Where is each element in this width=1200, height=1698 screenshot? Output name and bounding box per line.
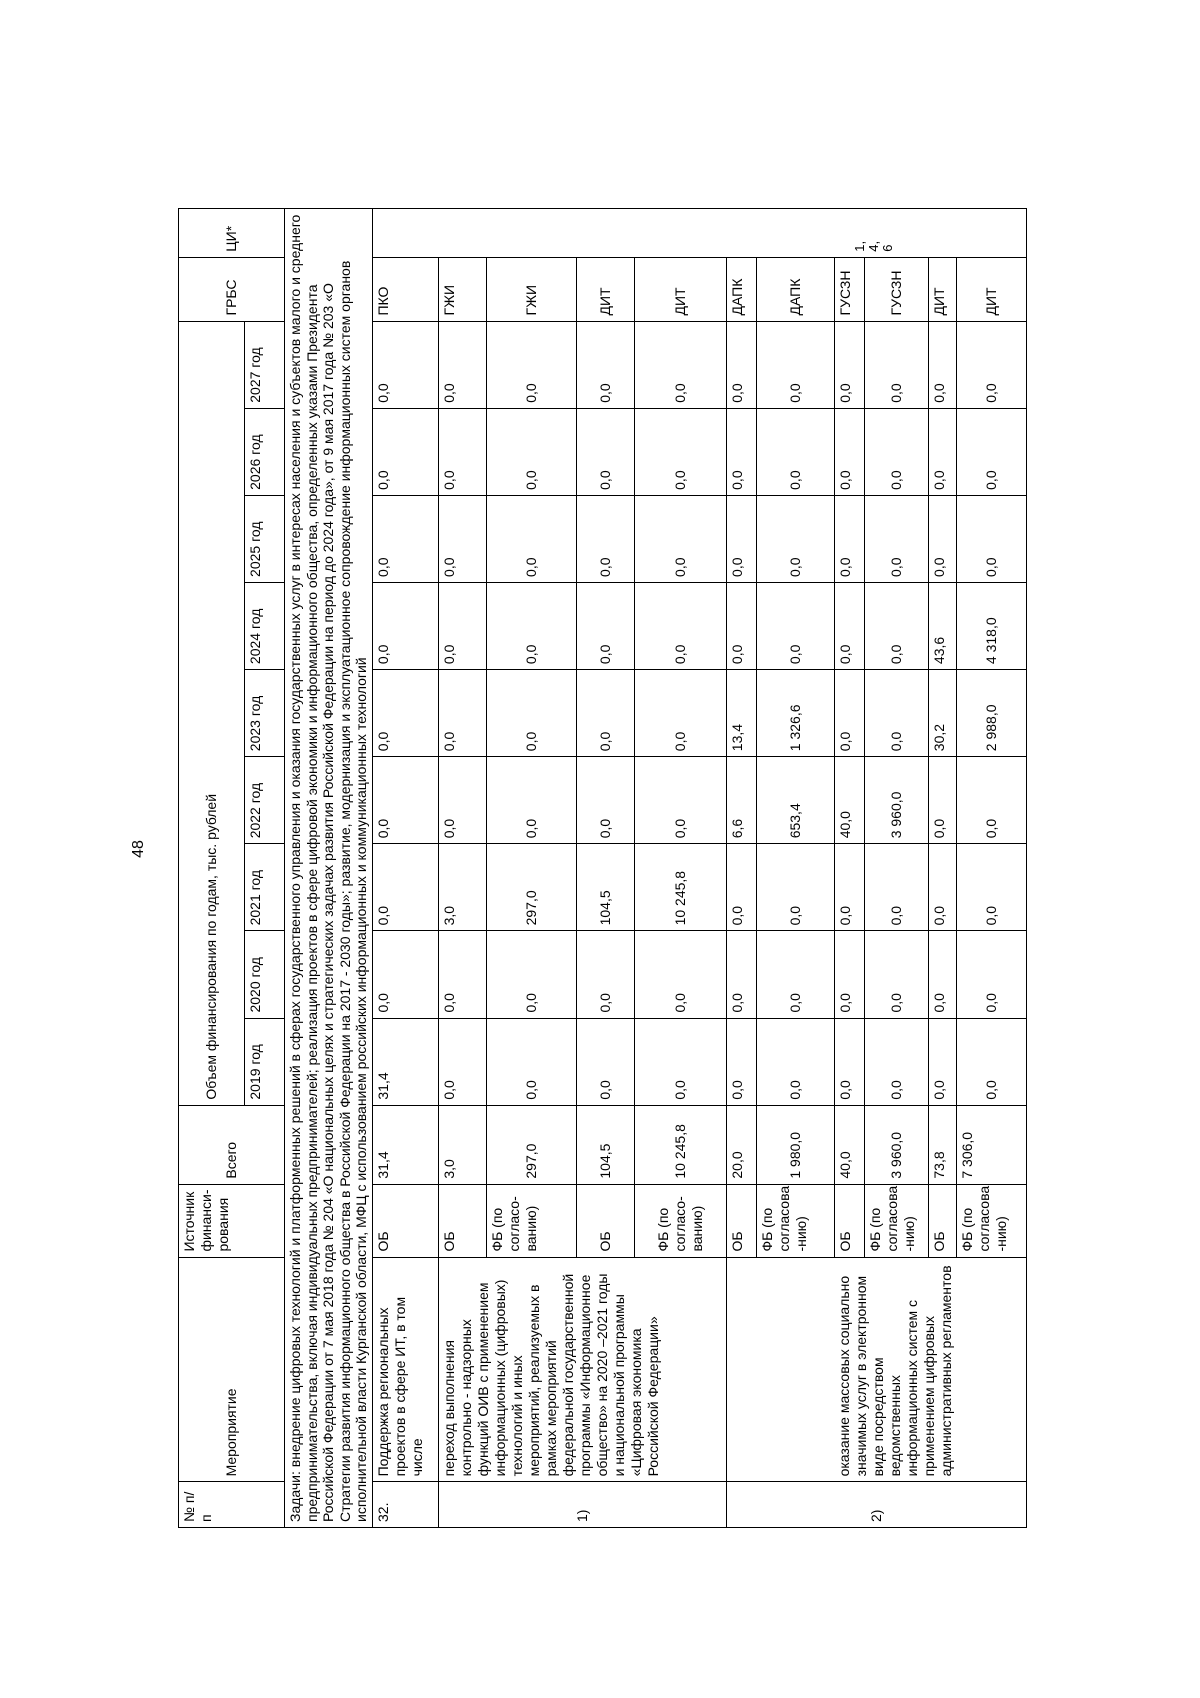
row-source: ОБ [576, 1184, 634, 1257]
row-grbs: ДИТ [928, 257, 956, 321]
year-header: 2025 год [245, 495, 285, 582]
row-value: 0,0 [864, 931, 928, 1018]
row-value: 13,4 [726, 670, 756, 757]
row-value: 0,0 [438, 1018, 486, 1105]
row-value: 0,0 [372, 757, 438, 844]
row-grbs: ДИТ [956, 257, 1026, 321]
row-value: 0,0 [372, 321, 438, 408]
row-value: 0,0 [486, 321, 576, 408]
row-value: 0,0 [864, 1018, 928, 1105]
row-value: 0,0 [834, 1018, 864, 1105]
row-value: 0,0 [864, 408, 928, 495]
row-source: ФБ (по согласова -нию) [864, 1184, 928, 1257]
row-value: 0,0 [634, 582, 726, 669]
row-value: 0,0 [928, 844, 956, 931]
col-num-header: № п/п [179, 1482, 285, 1528]
row-value: 0,0 [726, 931, 756, 1018]
row-value: 0,0 [576, 1018, 634, 1105]
row-total: 20,0 [726, 1105, 756, 1184]
page-number: 48 [130, 840, 147, 858]
row-grbs: ГЖИ [486, 257, 576, 321]
row-value: 0,0 [634, 757, 726, 844]
row-source: ФБ (по согласова -нию) [956, 1184, 1026, 1257]
row-value: 0,0 [956, 757, 1026, 844]
row-grbs: ДИТ [576, 257, 634, 321]
row-value: 0,0 [956, 408, 1026, 495]
row-value: 0,0 [834, 321, 864, 408]
row-value: 0,0 [576, 757, 634, 844]
row-value: 0,0 [756, 495, 834, 582]
row-grbs: ГУСЗН [834, 257, 864, 321]
row-value: 0,0 [756, 408, 834, 495]
row-value: 0,0 [486, 1018, 576, 1105]
task-text: Задачи: внедрение цифровых технологий и платформенных решений в сферах государственного управления и оказания государственных услуг в интересах населения и субъектов малого и среднего предпринимательства, включая индивидуальных предпринимателей; реализация проектов в сфере цифровой экономики и информационного общества, определенных указами Президента Российской Федерации от 7 мая 2018 года № 204 «О национальных целях и стратегических задачах развития Российской Федерации на период до 2024 года», от 9 мая 2017 года № 203 «О Стратегии развития информационного общества в Российской Федерации на 2017 - 2030 годы»; развитие, модернизация и эксплуатационное сопровождение информационных систем органов исполнительной власти Курганской области, МФЦ с использованием российских информационных и коммуникационных технологий [285, 209, 373, 1528]
row-value: 0,0 [634, 931, 726, 1018]
row-value: 0,0 [576, 495, 634, 582]
group2-measure: оказание массовых социально значимых услуг в электронном виде посредством ведомственных информационных систем с применением цифровых административных регламентов [726, 1257, 1026, 1482]
row-value: 0,0 [438, 582, 486, 669]
group2-num: 2) [726, 1482, 1026, 1528]
task-row [285, 209, 373, 1528]
row-value: 3 960,0 [864, 757, 928, 844]
row-grbs: ДАПК [726, 257, 756, 321]
row-value: 0,0 [928, 757, 956, 844]
row-value: 0,0 [634, 321, 726, 408]
row-value: 0,0 [834, 408, 864, 495]
row-source: ФБ (по согласо-ванию) [486, 1184, 576, 1257]
row-value: 0,0 [486, 931, 576, 1018]
row-total: 104,5 [576, 1105, 634, 1184]
row-value: 0,0 [372, 670, 438, 757]
row-source: ОБ [438, 1184, 486, 1257]
row-value: 0,0 [726, 582, 756, 669]
row-value: 0,0 [956, 931, 1026, 1018]
row-value: 43,6 [928, 582, 956, 669]
row-grbs: ПКО [372, 257, 438, 321]
row-value: 0,0 [756, 931, 834, 1018]
group1-measure: переход выполнения контрольно - надзорных функций ОИВ с применением информационных (цифровых) технологий и иных мероприятий, реализуемых в рамках мероприятий федеральной государственной программы «Информационное общество» на 2020 –2021 годы и национальной программы «Цифровая экономика Российской Федерации» [438, 1257, 726, 1482]
row-value: 0,0 [834, 495, 864, 582]
row-value: 0,0 [576, 582, 634, 669]
table-row [372, 209, 438, 1528]
row-value: 0,0 [486, 408, 576, 495]
row-value: 0,0 [756, 1018, 834, 1105]
row-value: 2 988,0 [956, 670, 1026, 757]
row-value: 0,0 [438, 670, 486, 757]
row-value: 0,0 [438, 408, 486, 495]
row-source: ФБ (по согласова -нию) [756, 1184, 834, 1257]
row-value: 0,0 [726, 321, 756, 408]
row-value: 0,0 [726, 844, 756, 931]
row-source: ОБ [372, 1184, 438, 1257]
row-value: 0,0 [634, 408, 726, 495]
year-header: 2019 год [245, 1018, 285, 1105]
row-value: 0,0 [438, 757, 486, 844]
row-total: 40,0 [834, 1105, 864, 1184]
row-value: 30,2 [928, 670, 956, 757]
row-grbs: ГЖИ [438, 257, 486, 321]
row-value: 0,0 [956, 1018, 1026, 1105]
row-value: 0,0 [834, 582, 864, 669]
row-value: 297,0 [486, 844, 576, 931]
row-value: 0,0 [928, 408, 956, 495]
row-value: 0,0 [438, 321, 486, 408]
group1-num: 1) [438, 1482, 726, 1528]
row-total: 1 980,0 [756, 1105, 834, 1184]
row-value: 0,0 [756, 844, 834, 931]
row-value: 40,0 [834, 757, 864, 844]
year-header: 2024 год [245, 582, 285, 669]
row-value: 0,0 [372, 495, 438, 582]
row-value: 4 318,0 [956, 582, 1026, 669]
row-value: 0,0 [864, 670, 928, 757]
row-grbs: ДИТ [634, 257, 726, 321]
row-grbs: ДАПК [756, 257, 834, 321]
row-value: 0,0 [834, 931, 864, 1018]
row-total: 73,8 [928, 1105, 956, 1184]
row-value: 0,0 [372, 582, 438, 669]
row-value: 0,0 [486, 495, 576, 582]
row-value: 10 245,8 [634, 844, 726, 931]
row-measure: Поддержка региональных проектов в сфере ИТ, в том числе [372, 1257, 438, 1482]
header-row [179, 209, 245, 1528]
row-value: 0,0 [726, 495, 756, 582]
row-value: 0,0 [576, 408, 634, 495]
row-value: 0,0 [928, 1018, 956, 1105]
row-value: 0,0 [756, 321, 834, 408]
row-total: 10 245,8 [634, 1105, 726, 1184]
row-value: 0,0 [928, 321, 956, 408]
row-source: ОБ [928, 1184, 956, 1257]
row-total: 7 306,0 [956, 1105, 1026, 1184]
row-num: 32. [372, 1482, 438, 1528]
year-header: 2023 год [245, 670, 285, 757]
year-header: 2026 год [245, 408, 285, 495]
row-source: ОБ [726, 1184, 756, 1257]
row-value: 0,0 [634, 1018, 726, 1105]
row-value: 0,0 [486, 582, 576, 669]
col-ci-header: ЦИ* [179, 209, 285, 258]
row-grbs: ГУСЗН [864, 257, 928, 321]
row-value: 0,0 [372, 408, 438, 495]
row-value: 0,0 [928, 931, 956, 1018]
year-header: 2027 год [245, 321, 285, 408]
row-value: 0,0 [372, 931, 438, 1018]
row-value: 0,0 [576, 321, 634, 408]
row-value: 653,4 [756, 757, 834, 844]
row-value: 0,0 [864, 321, 928, 408]
row-value: 0,0 [372, 844, 438, 931]
row-total: 31,4 [372, 1105, 438, 1184]
row-total: 3 960,0 [864, 1105, 928, 1184]
row-value: 0,0 [486, 757, 576, 844]
row-value: 6,6 [726, 757, 756, 844]
row-value: 0,0 [864, 844, 928, 931]
year-header: 2020 год [245, 931, 285, 1018]
table-row [726, 209, 756, 1528]
year-header: 2021 год [245, 844, 285, 931]
col-funding-header: Объем финансирования по годам, тыс. рублей [179, 321, 245, 1105]
row-total: 297,0 [486, 1105, 576, 1184]
row-value: 0,0 [576, 931, 634, 1018]
row-source: ОБ [834, 1184, 864, 1257]
row-value: 104,5 [576, 844, 634, 931]
row-total: 3,0 [438, 1105, 486, 1184]
col-source-header: Источник финанси-рования [179, 1184, 285, 1257]
row-value: 0,0 [756, 582, 834, 669]
row-value: 0,0 [634, 495, 726, 582]
row-value: 0,0 [956, 495, 1026, 582]
row-value: 0,0 [438, 931, 486, 1018]
row-value: 0,0 [834, 670, 864, 757]
row-value: 0,0 [864, 582, 928, 669]
row-value: 0,0 [864, 495, 928, 582]
table-row [438, 209, 486, 1528]
col-measure-header: Мероприятие [179, 1257, 285, 1482]
funding-table [178, 208, 1027, 1528]
row-ci: 1, 4, 6 [372, 209, 1026, 258]
row-source: ФБ (по согласо-ванию) [634, 1184, 726, 1257]
row-value: 0,0 [726, 408, 756, 495]
year-header: 2022 год [245, 757, 285, 844]
row-value: 0,0 [438, 495, 486, 582]
row-value: 0,0 [576, 670, 634, 757]
col-total-header: Всего [179, 1105, 285, 1184]
row-value: 0,0 [956, 844, 1026, 931]
row-value: 0,0 [726, 1018, 756, 1105]
row-value: 0,0 [928, 495, 956, 582]
row-value: 31,4 [372, 1018, 438, 1105]
row-value: 0,0 [634, 670, 726, 757]
row-value: 0,0 [834, 844, 864, 931]
row-value: 0,0 [486, 670, 576, 757]
row-value: 1 326,6 [756, 670, 834, 757]
col-grbs-header: ГРБС [179, 257, 285, 321]
row-value: 0,0 [956, 321, 1026, 408]
row-value: 3,0 [438, 844, 486, 931]
